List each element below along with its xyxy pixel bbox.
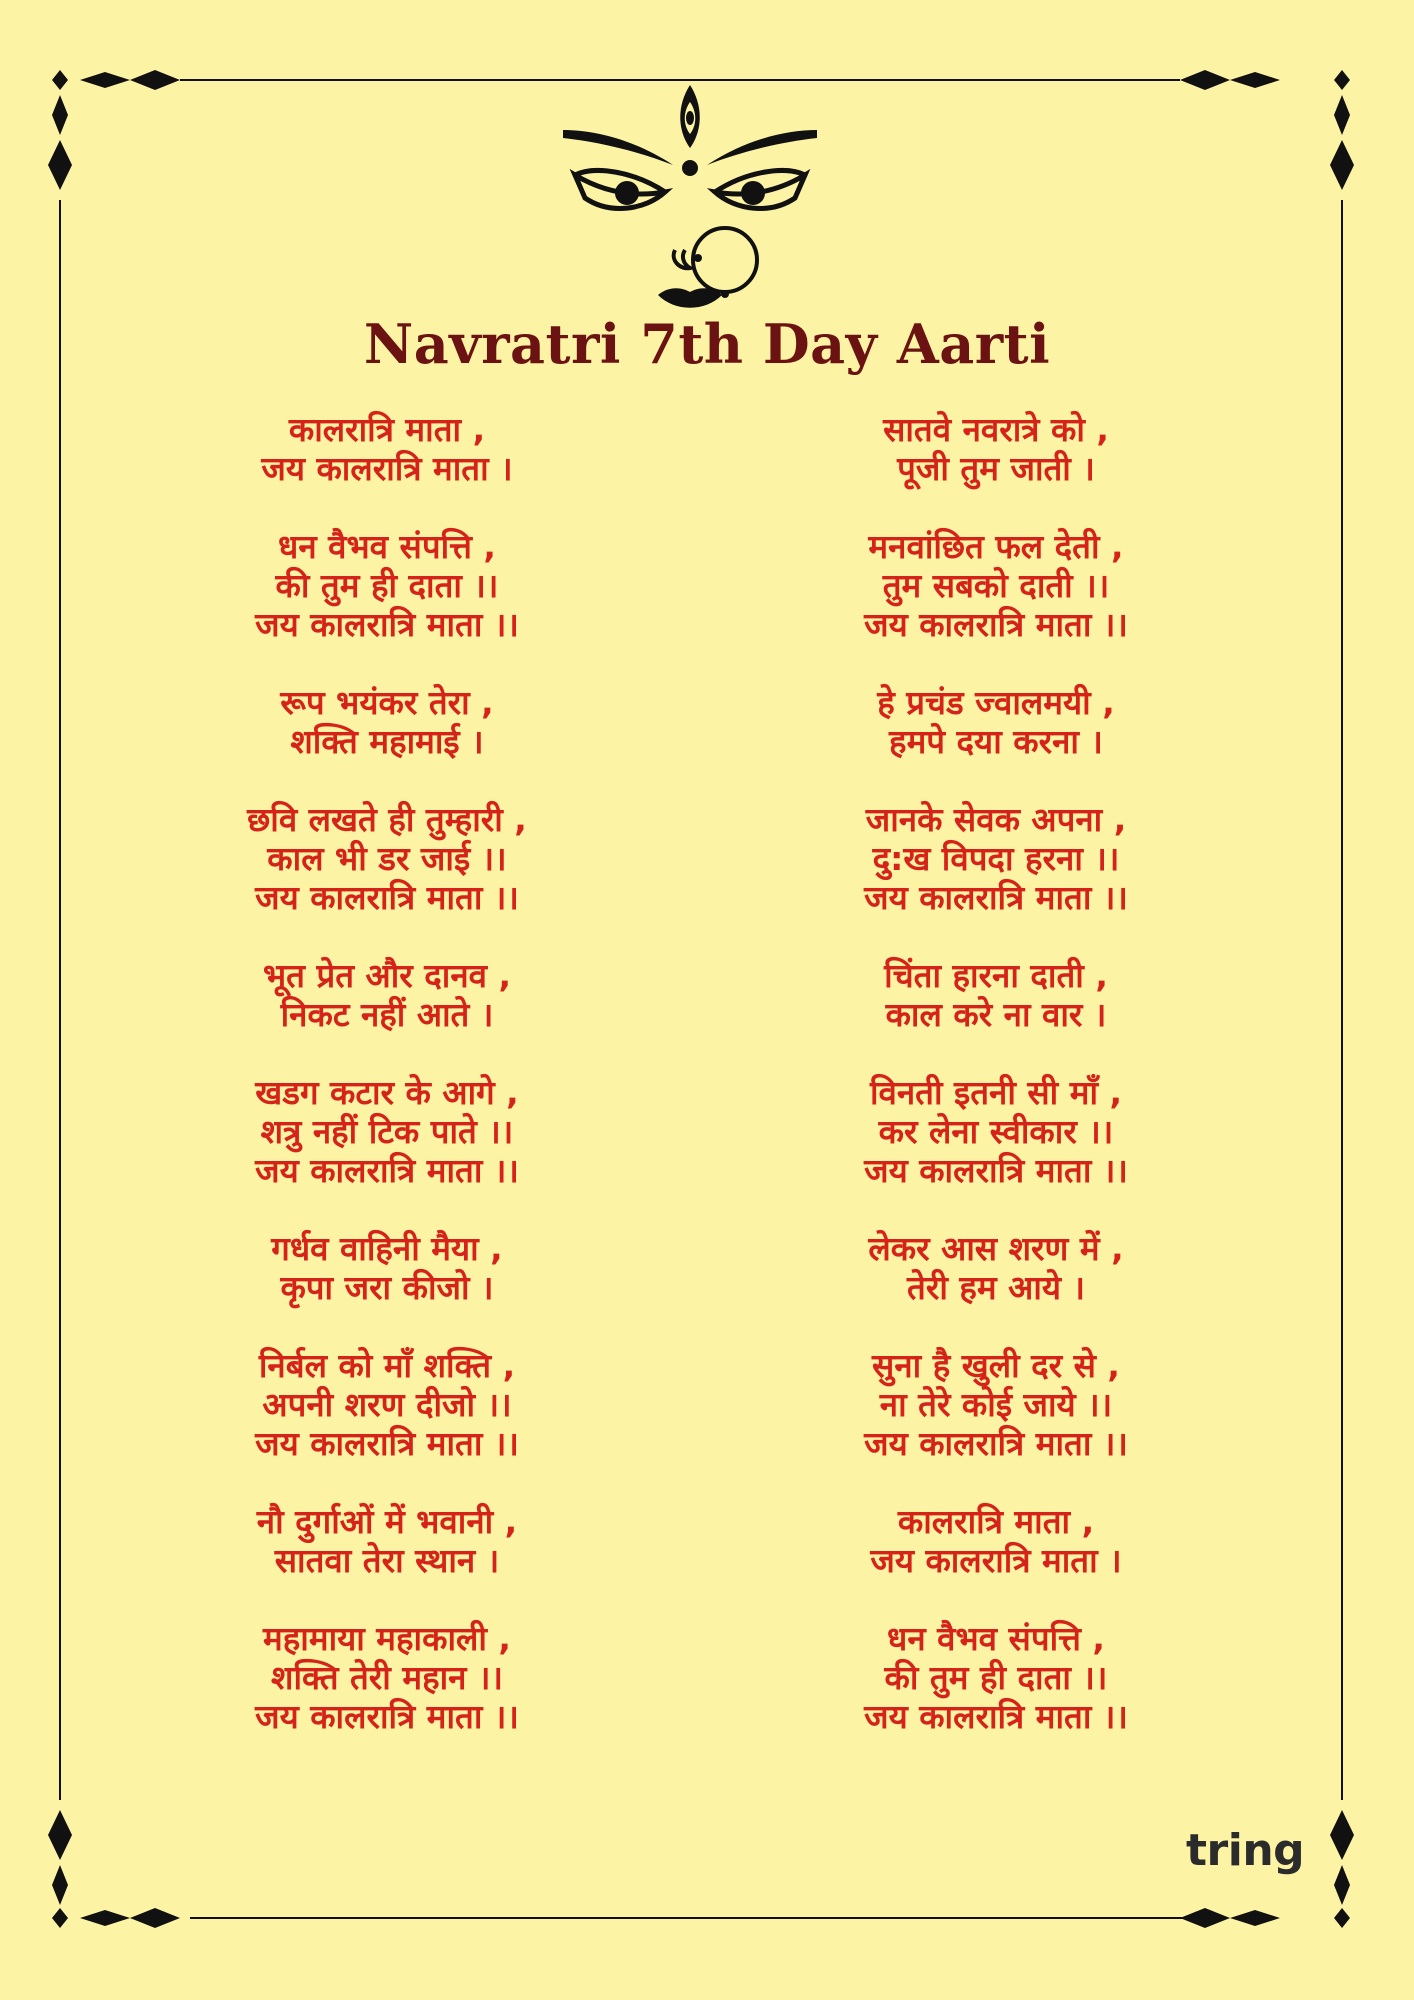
stanza xyxy=(868,1229,1123,1307)
verse-line: चिंता हारना दाती , xyxy=(884,956,1108,995)
verse-line: जय कालरात्रि माता ।। xyxy=(255,1424,519,1463)
verse-line: खडग कटार के आगे , xyxy=(255,1073,519,1112)
verse-line: जय कालरात्रि माता ।। xyxy=(255,878,519,917)
stanza xyxy=(864,1073,1128,1190)
stanza xyxy=(271,1229,502,1307)
verse-line: तुम सबको दाती ।। xyxy=(882,566,1110,605)
verse-line: जानके सेवक अपना , xyxy=(865,800,1127,839)
verse-line: अपनी शरण दीजो ।। xyxy=(262,1385,512,1424)
stanza xyxy=(864,1346,1128,1463)
stanza xyxy=(247,800,527,917)
stanza xyxy=(864,1619,1128,1736)
verse-line: जय कालरात्रि माता ।। xyxy=(864,605,1128,644)
verse-line: कालरात्रि माता , xyxy=(897,1502,1095,1541)
verse-line: विनती इतनी सी माँ , xyxy=(869,1073,1123,1112)
verse-line: कृपा जरा कीजो । xyxy=(280,1268,494,1307)
verse-line: निर्बल को माँ शक्ति , xyxy=(258,1346,516,1385)
verse-line: जय कालरात्रि माता ।। xyxy=(255,1697,519,1736)
brand-logo: tring xyxy=(1186,1825,1305,1876)
verse-line: काल करे ना वार । xyxy=(885,995,1107,1034)
stanza xyxy=(255,1619,519,1736)
verse-line: हे प्रचंड ज्वालमयी , xyxy=(877,683,1115,722)
stanza xyxy=(257,1502,517,1580)
verse-line: छवि लखते ही तुम्हारी , xyxy=(247,800,527,839)
verse-line: सातवे नवरात्रे को , xyxy=(883,410,1109,449)
verse-line: महामाया महाकाली , xyxy=(263,1619,511,1658)
stanza xyxy=(883,410,1109,488)
verse-line: हमपे दया करना । xyxy=(889,722,1103,761)
stanza xyxy=(263,956,511,1034)
stanza xyxy=(870,1502,1121,1580)
stanza xyxy=(877,683,1114,761)
verse-line: धन वैभव संपत्ति , xyxy=(887,1619,1105,1658)
verse-line: काल भी डर जाई ।। xyxy=(267,839,507,878)
verse-line: भूत प्रेत और दानव , xyxy=(262,956,512,995)
stanza xyxy=(864,527,1128,644)
verse-line: शक्ति तेरी महान ।। xyxy=(271,1658,503,1697)
page-title: Navratri 7th Day Aarti xyxy=(363,312,1051,376)
verse-line: की तुम ही दाता ।। xyxy=(884,1658,1108,1697)
stanza xyxy=(280,683,493,761)
verse-line: कालरात्रि माता , xyxy=(288,410,486,449)
durga-face-icon xyxy=(555,80,825,325)
verse-line: जय कालरात्रि माता । xyxy=(261,449,513,488)
verse-line: जय कालरात्रि माता ।। xyxy=(864,878,1128,917)
right-verse-column xyxy=(736,410,1256,1775)
verse-line: शक्ति महामाई । xyxy=(290,722,484,761)
verse-line: जय कालरात्रि माता । xyxy=(870,1541,1122,1580)
left-verse-column xyxy=(127,410,647,1775)
stanza xyxy=(255,527,519,644)
verse-line: शत्रु नहीं टिक पाते ।। xyxy=(260,1112,514,1151)
verse-line: धन वैभव संपत्ति , xyxy=(278,527,496,566)
verse-line: कर लेना स्वीकार ।। xyxy=(878,1112,1114,1151)
verse-line: जय कालरात्रि माता ।। xyxy=(255,605,519,644)
verse-line: गर्धव वाहिनी मैया , xyxy=(271,1229,503,1268)
verse-line: पूजी तुम जाती । xyxy=(897,449,1095,488)
verse-line: मनवांछित फल देती , xyxy=(868,527,1124,566)
stanza xyxy=(864,800,1128,917)
verse-line: की तुम ही दाता ।। xyxy=(275,566,499,605)
verse-line: सुना है खुली दर से , xyxy=(872,1346,1120,1385)
stanza xyxy=(884,956,1108,1034)
verse-line: तेरी हम आये । xyxy=(907,1268,1085,1307)
verse-line: दु:ख विपदा हरना ।। xyxy=(872,839,1120,878)
verse-line: नौ दुर्गाओं में भवानी , xyxy=(256,1502,518,1541)
stanza xyxy=(255,1073,519,1190)
verse-line: लेकर आस शरण में , xyxy=(868,1229,1124,1268)
verse-line: ना तेरे कोई जाये ।। xyxy=(879,1385,1113,1424)
verse-line: जय कालरात्रि माता ।। xyxy=(255,1151,519,1190)
stanza xyxy=(261,410,512,488)
verse-line: रूप भयंकर तेरा , xyxy=(280,683,494,722)
verse-line: निकट नहीं आते । xyxy=(280,995,494,1034)
verse-line: सातवा तेरा स्थान । xyxy=(274,1541,500,1580)
verse-line: जय कालरात्रि माता ।। xyxy=(864,1424,1128,1463)
stanza xyxy=(255,1346,519,1463)
verse-line: जय कालरात्रि माता ।। xyxy=(864,1697,1128,1736)
verse-line: जय कालरात्रि माता ।। xyxy=(864,1151,1128,1190)
